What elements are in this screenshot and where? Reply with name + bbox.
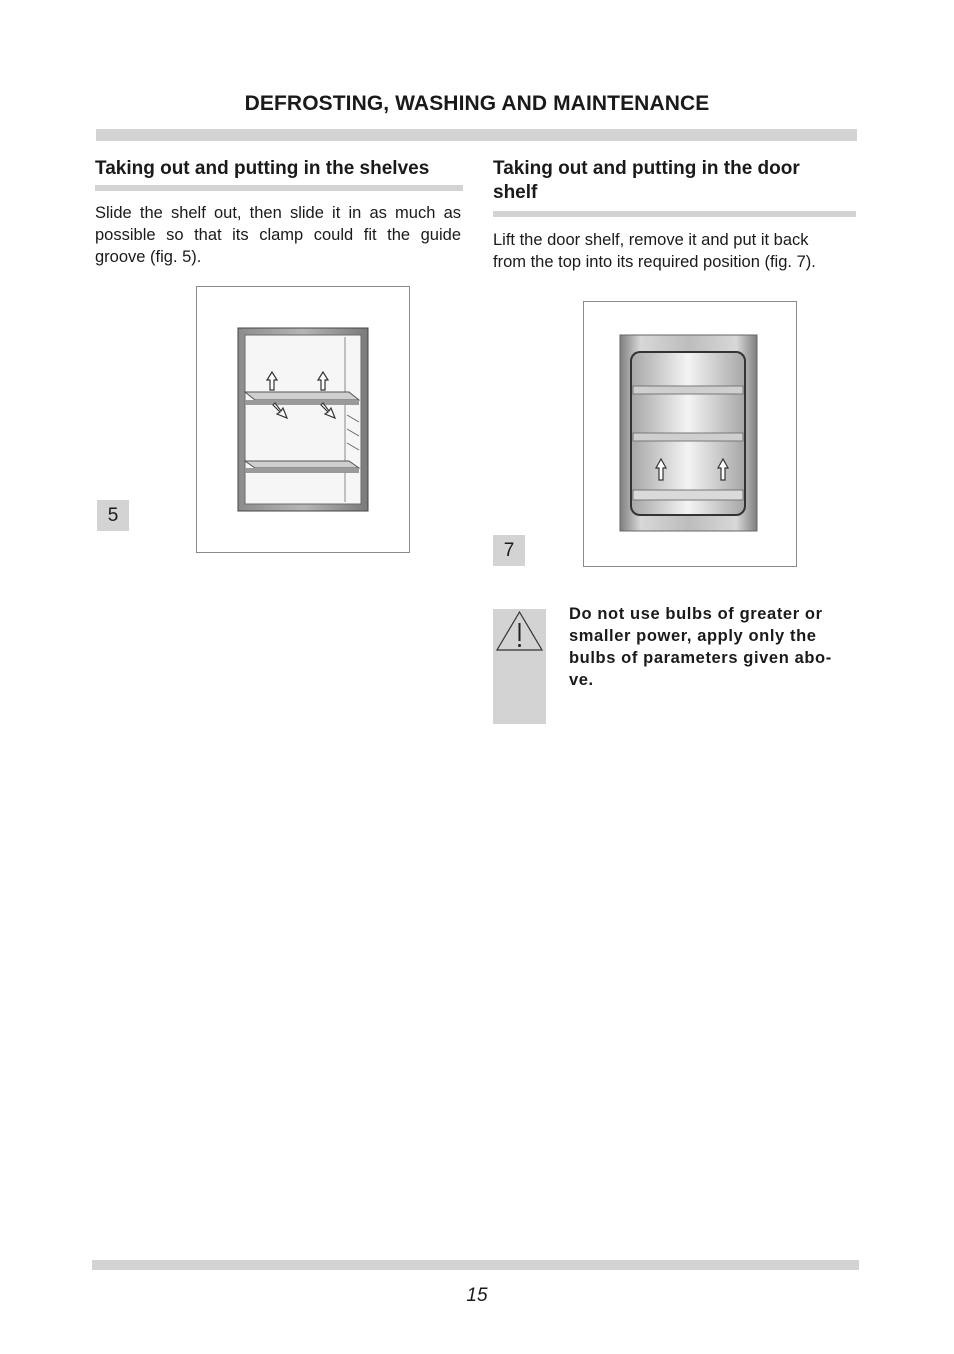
warning-panel	[493, 609, 546, 724]
fridge-shelves-illustration	[197, 287, 409, 552]
right-section-title	[493, 157, 857, 205]
figure-5	[196, 286, 410, 553]
right-section-title-line1: Taking out and putting in the door	[493, 158, 800, 179]
warning-line3: bulbs of parameters given abo-	[569, 649, 832, 667]
figure-7-label: 7	[493, 535, 525, 566]
warning-triangle-icon	[493, 609, 546, 657]
right-section-body-line1: Lift the door shelf, remove it and put it back	[493, 231, 809, 249]
right-section-body	[493, 229, 857, 273]
figure-5-label: 5	[97, 500, 129, 531]
warning-line1: Do not use bulbs of greater or	[569, 605, 823, 623]
figure-7	[583, 301, 797, 567]
door-shelf-illustration	[584, 302, 796, 566]
right-section-rule	[493, 211, 856, 217]
warning-line2: smaller power, apply only the	[569, 627, 817, 645]
page-number: 15	[466, 1285, 488, 1306]
right-section-body-line2: from the top into its required position (fig. 7).	[493, 253, 816, 271]
page-title: DEFROSTING, WASHING AND MAINTENANCE	[244, 92, 710, 115]
left-section-body: Slide the shelf out, then slide it in as much as possible so that its clamp could fit the guide groove (fig. 5).	[95, 204, 461, 266]
left-section-title: Taking out and putting in the shelves	[95, 158, 430, 179]
warning-text	[569, 603, 857, 691]
left-section-rule	[95, 185, 463, 191]
header-rule	[96, 129, 857, 141]
right-section-title-line2: shelf	[493, 182, 538, 203]
warning-line4: ve.	[569, 671, 594, 689]
footer-rule	[92, 1260, 859, 1270]
